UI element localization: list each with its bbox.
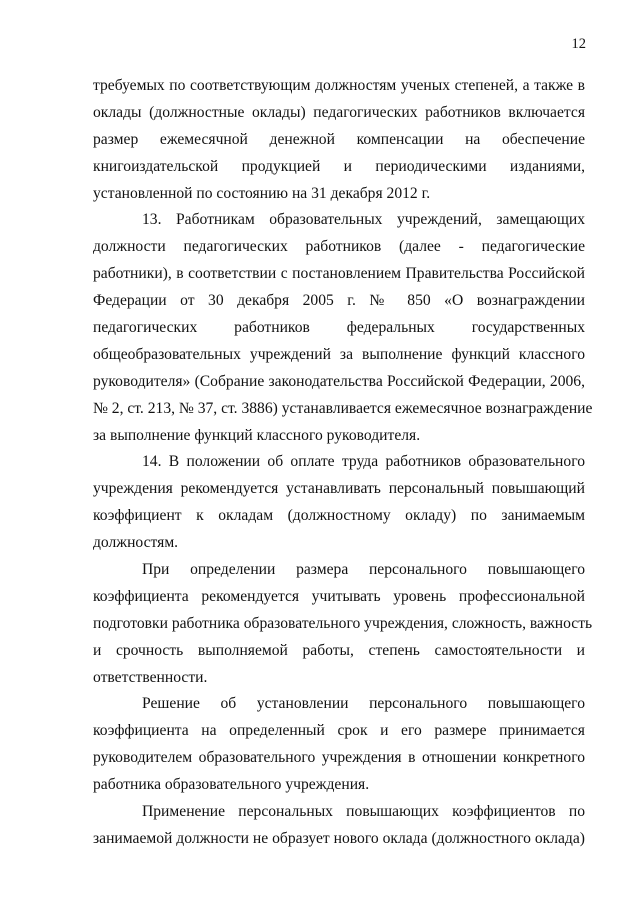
page-number: 12 (571, 36, 586, 52)
text-line: руководителем образовательного учреждения в отношении конкретного (93, 749, 585, 767)
document-body (93, 73, 593, 853)
text-line: Решение об установлении персонального повышающего (142, 695, 585, 713)
text-line: книгоиздательской продукцией и периодическими изданиями, (93, 157, 585, 175)
text-line: учреждения рекомендуется устанавливать персональный повышающий (93, 480, 585, 498)
text-line: должности педагогических работников (далее - педагогические (93, 238, 585, 256)
text-line: 13. Работникам образовательных учреждений, замещающих (142, 211, 585, 229)
text-line: занимаемой должности не образует нового оклада (должностного оклада) (93, 829, 585, 847)
text-line: коэффициента на определенный срок и его размере принимается (93, 722, 585, 740)
text-line: коэффициент к окладам (должностному окладу) по занимаемым (93, 507, 585, 525)
text-line: № 2, ст. 213, № 37, ст. 3886) устанавливается ежемесячное вознаграждение (93, 399, 593, 417)
text-line: Применение персональных повышающих коэффициентов по (142, 803, 585, 821)
text-line: Федерации от 30 декабря 2005 г. № 850 «О вознаграждении (93, 292, 585, 310)
text-line: установленной по состоянию на 31 декабря 2012 г. (93, 184, 431, 202)
text-line: педагогических работников федеральных государственных (93, 319, 585, 337)
text-line: и срочность выполняемой работы, степень самостоятельности и (93, 641, 585, 659)
text-line: ответственности. (93, 668, 208, 686)
text-line: коэффициента рекомендуется учитывать уровень профессиональной (93, 587, 585, 605)
text-line: оклады (должностные оклады) педагогических работников включается (93, 103, 585, 121)
text-line: руководителя» (Собрание законодательства Российской Федерации, 2006, (93, 372, 585, 390)
text-line: работника образовательного учреждения. (93, 776, 370, 794)
text-line: требуемых по соответствующим должностям ученых степеней, а также в (93, 77, 585, 94)
text-line: работники), в соответствии с постановлением Правительства Российской (93, 265, 585, 283)
text-line: подготовки работника образовательного учреждения, сложность, важность (93, 614, 593, 632)
text-line: за выполнение функций классного руководителя. (93, 426, 421, 444)
text-line: размер ежемесячной денежной компенсации на обеспечение (93, 130, 585, 148)
text-line: должностям. (93, 534, 179, 552)
text-line: 14. В положении об оплате труда работников образовательного (142, 453, 585, 471)
text-line: При определении размера персонального повышающего (142, 561, 585, 579)
text-line: общеобразовательных учреждений за выполнение функций классного (93, 345, 585, 363)
